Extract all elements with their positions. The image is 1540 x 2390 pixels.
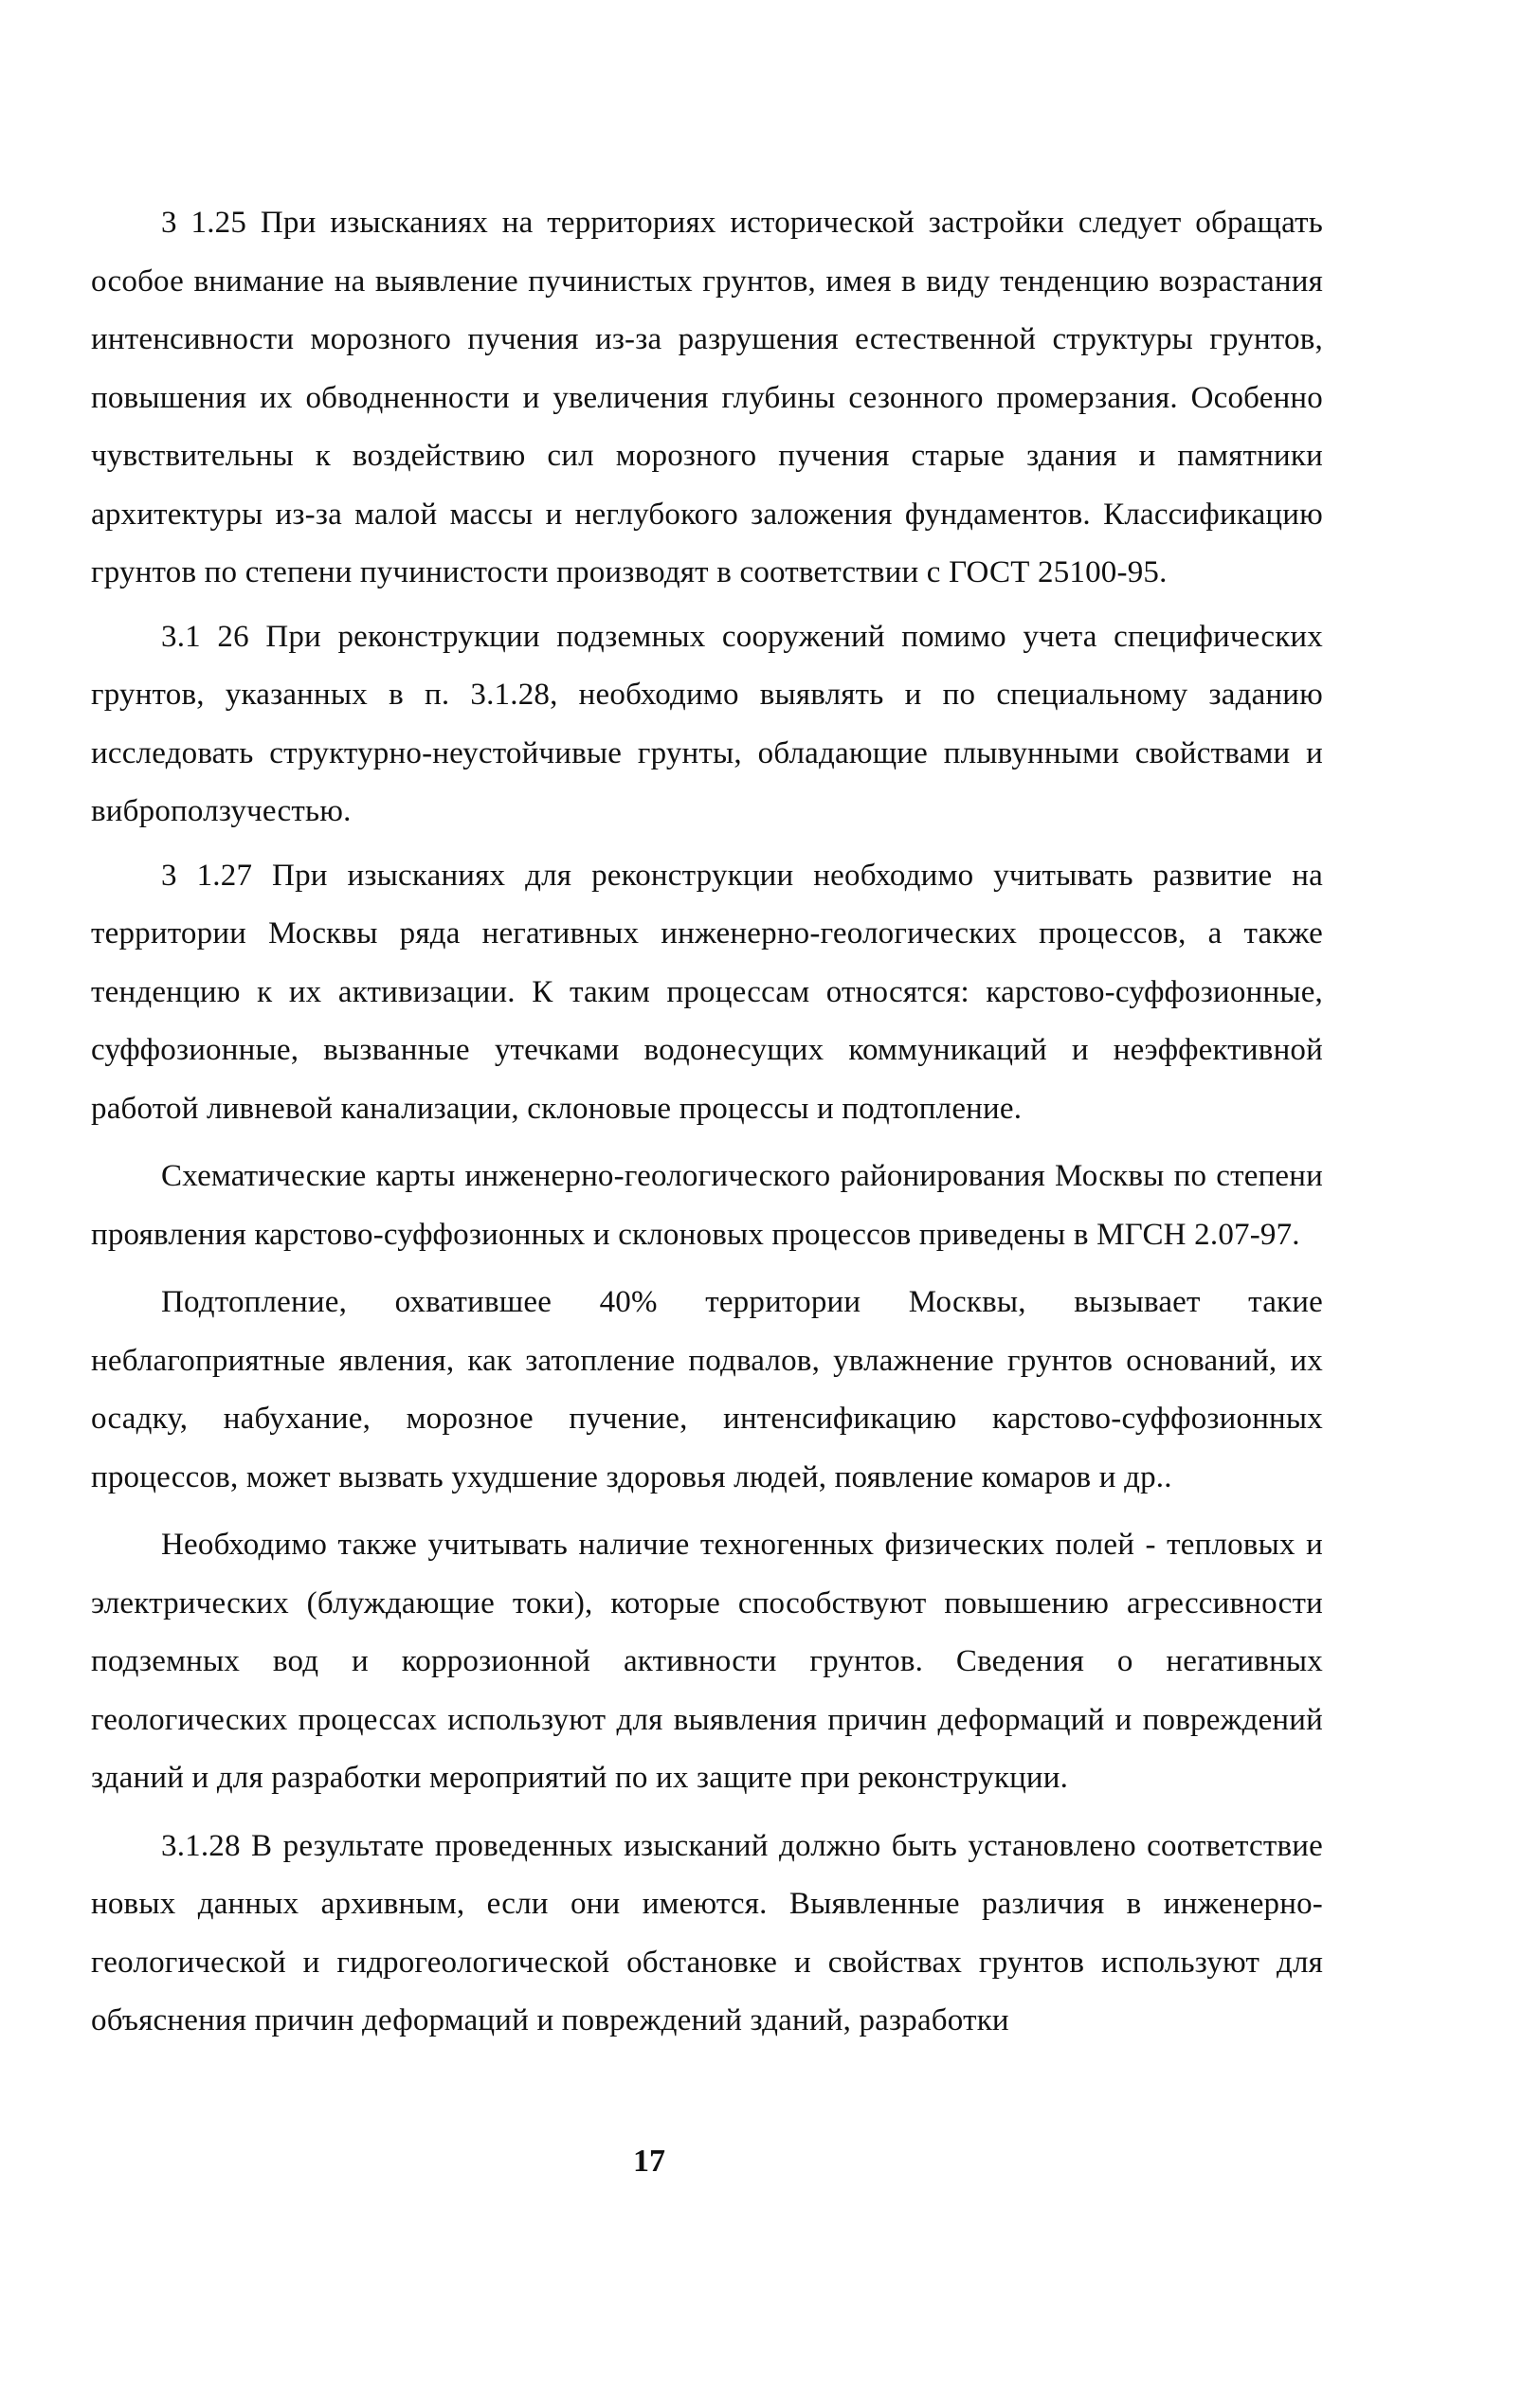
page-number: 17: [633, 2144, 665, 2179]
paragraph-flooding: Подтопление, охватившее 40% территории Москвы, вызывает такие неблагоприятные явления, как затопление подвалов, увлажнение грунтов оснований, их осадку, набухание, морозное пучение, интенсификацию карстово-суффозионных процессов, может вызвать ухудшение здоровья людей, появление комаров и др..: [91, 1285, 1323, 1494]
paragraph-3-1-25: 3 1.25 При изысканиях на территориях исторической застройки следует обращать особое внимание на выявление пучинистых грунтов, имея в виду тенденцию возрастания интенсивности морозного пучения из-за разрушения естественной структуры грунтов, повышения их обводненности и увеличения глубины сезонного промерзания. Особенно чувствительны к воздействию сил морозного пучения старые здания и памятники архитектуры из-за малой массы и неглубокого заложения фундаментов. Классификацию грунтов по степени пучинистости производят в соответствии с ГОСТ 25100-95.: [91, 206, 1323, 589]
paragraph-3-1-26: 3.1 26 При реконструкции подземных сооружений помимо учета специфических грунтов, указанных в п. 3.1.28, необходимо выявлять и по специальному заданию исследовать структурно-неустойчивые грунты, обладающие плывунными свойствами и виброползучестью.: [91, 619, 1323, 828]
paragraph-3-1-28: 3.1.28 В результате проведенных изысканий должно быть установлено соответствие новых данных архивным, если они имеются. Выявленные различия в инженерно-геологической и гидрогеологической обстановке и свойствах грунтов используют для объяснения причин деформаций и повреждений зданий, разработки: [91, 1828, 1323, 2037]
paragraph-3-1-27: 3 1.27 При изысканиях для реконструкции необходимо учитывать развитие на территории Москвы ряда негативных инженерно-геологических процессов, а также тенденцию к их активизации. К таким процессам относятся: карстово-суффозионные, суффозионные, вызванные утечками водонесущих коммуникаций и неэффективной работой ливневой канализации, склоновые процессы и подтопление.: [91, 858, 1323, 1126]
paragraph-technogenic-fields: Необходимо также учитывать наличие техногенных физических полей - тепловых и электрических (блуждающие токи), которые способствуют повышению агрессивности подземных вод и коррозионной активности грунтов. Сведения о негативных геологических процессах используют для выявления причин деформаций и повреждений зданий и для разработки мероприятий по их защите при реконструкции.: [91, 1528, 1323, 1795]
paragraph-schematic-maps: Схематические карты инженерно-геологического районирования Москвы по степени проявления карстово-суффозионных и склоновых процессов приведены в МГСН 2.07-97.: [91, 1159, 1323, 1252]
document-body: [91, 194, 1323, 2051]
